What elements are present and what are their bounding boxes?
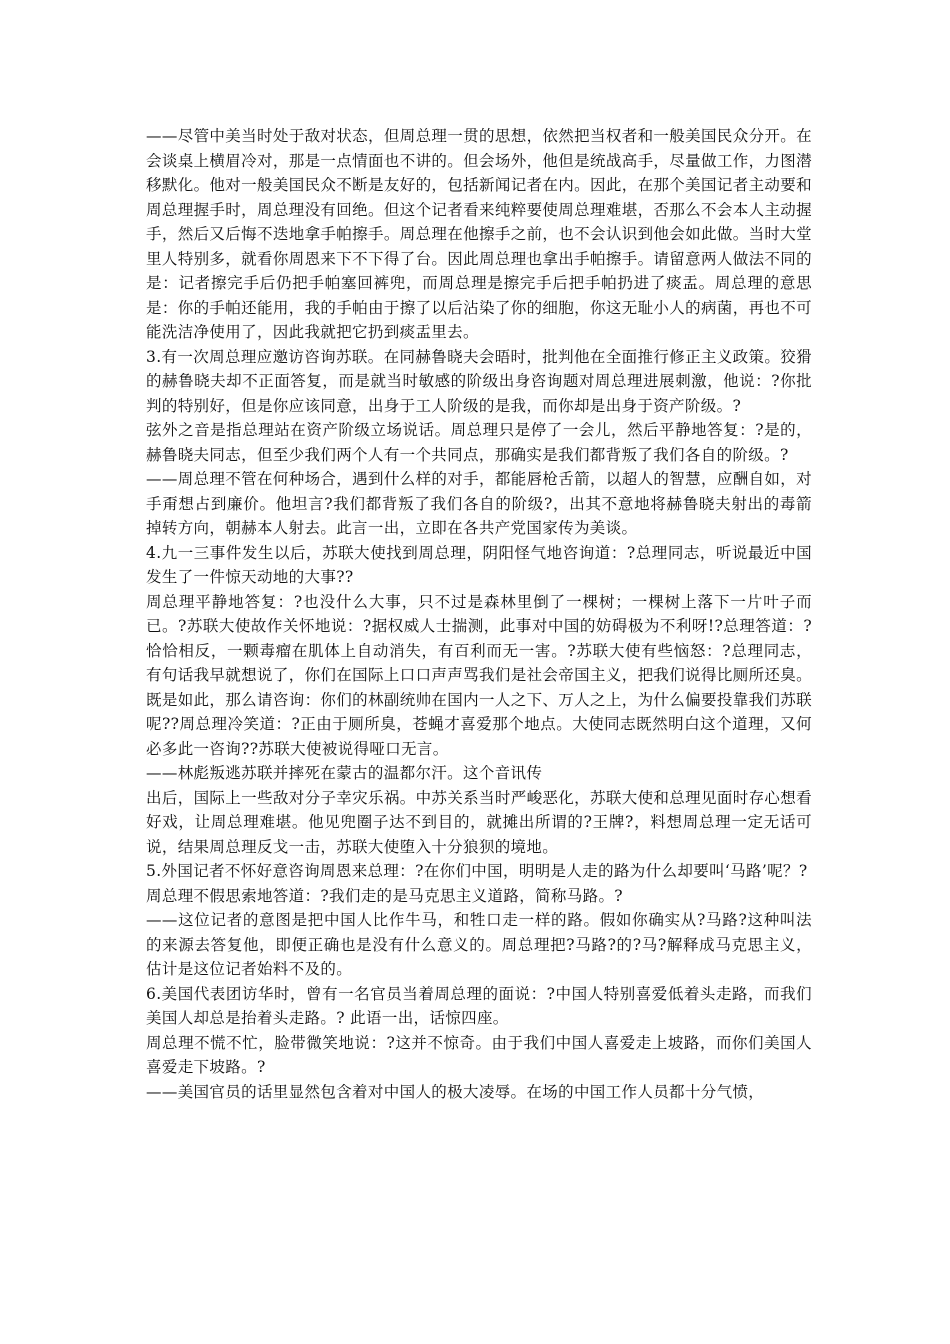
paragraph-11: ——这位记者的意图是把中国人比作牛马，和牲口走一样的路。假如你确实从?马路?这种叫法的来源去答复他，即便正确也是没有什么意义的。周总理把?马路?的?马?解释成马克思主义，估计是这位记者始料不及的。 [146,911,812,978]
paragraph-1: ——尽管中美当时处于敌对状态，但周总理一贯的思想，依然把当权者和一般美国民众分开。在会谈桌上横眉冷对，那是一点情面也不讲的。但会场外，他但是统战高手，尽量做工作，力图潜移默化。他对一般美国民众不断是友好的，包括新闻记者在内。因此，在那个美国记者主动要和周总理握手时，周总理没有回绝。但这个记者看来纯粹要使周总理难堪，否那么不会本人主动握手，然后又后悔不迭地拿手帕擦手。周总理在他擦手之前，也不会认识到他会如此做。当时大堂里人特别多，就看你周恩来下不下得了台。因此周总理也拿出手帕擦手。请留意两人做法不同的是：记者擦完手后仍把手帕塞回裤兜，而周总理是擦完手后把手帕扔进了痰盂。周总理的意思是：你的手帕还能用，我的手帕由于擦了以后沾染了你的细胞，你这无耻小人的病菌，再也不可能洗洁净使用了，因此我就把它扔到痰盂里去。 [146,127,812,341]
paragraph-4: ——周总理不管在何种场合，遇到什么样的对手，都能唇枪舌箭，以超人的智慧，应酬自如，对手甭想占到廉价。他坦言?我们都背叛了我们各自的阶级?，出其不意地将赫鲁晓夫射出的毒箭掉转方向，朝赫本人射去。此言一出，立即在各共产党国家传为美谈。 [146,470,812,537]
paragraph-7: ——林彪叛逃苏联并摔死在蒙古的温都尔汗。这个音讯传 [146,764,543,782]
paragraph-13: 周总理不慌不忙，脸带微笑地说：?这并不惊奇。由于我们中国人喜爱走上坡路，而你们美国人喜爱走下坡路。? [146,1033,812,1076]
paragraph-9: 5.外国记者不怀好意咨询周恩来总理：?在你们中国，明明是人走的路为什么却要叫‘马路’呢？? [146,862,808,880]
paragraph-10: 周总理不假思索地答道：?我们走的是马克思主义道路，简称马路。? [146,886,623,905]
paragraph-8: 出后，国际上一些敌对分子幸灾乐祸。中苏关系当时严峻恶化，苏联大使和总理见面时存心想看好戏，让周总理难堪。他见兜圈子达不到目的，就摊出所谓的?王牌?，料想周总理一定无话可说，结果周总理反戈一击，苏联大使堕入十分狼狈的境地。 [146,788,812,856]
paragraph-6: 周总理平静地答复：?也没什么大事，只不过是森林里倒了一棵树；一棵树上落下一片叶子而已。?苏联大使故作关怀地说：?据权威人士揣测，此事对中国的妨碍极为不利呀!?总理答道：?恰恰相反，一颗毒瘤在肌体上自动消失，有百利而无一害。?苏联大使有些恼怒：?总理同志，有句话我早就想说了，你们在国际上口口声声骂我们是社会帝国主义，把我们说得比厕所还臭。既是如此，那么请咨询：你们的林副统帅在国内一人之下、万人之上，为什么偏要投靠我们苏联呢??周总理冷笑道：?正由于厕所臭，苍蝇才喜爱那个地点。大使同志既然明白这个道理，又何必多此一咨询??苏联大使被说得哑口无言。 [146,592,812,758]
document-body [146,124,812,1104]
paragraph-2: 3.有一次周总理应邀访咨询苏联。在同赫鲁晓夫会晤时，批判他在全面推行修正主义政策。狡猾的赫鲁晓夫却不正面答复，而是就当时敏感的阶级出身咨询题对周总理进展刺激，他说：?你批判的特别好，但是你应该同意，出身于工人阶级的是我，而你却是出身于资产阶级。? [146,347,812,415]
paragraph-14: ——美国官员的话里显然包含着对中国人的极大凌辱。在场的中国工作人员都十分气愤， [146,1082,765,1101]
paragraph-12: 6.美国代表团访华时，曾有一名官员当着周总理的面说：?中国人特别喜爱低着头走路，而我们美国人却总是抬着头走路。? 此语一出，话惊四座。 [146,984,812,1027]
paragraph-5: 4.九一三事件发生以后，苏联大使找到周总理，阴阳怪气地咨询道：?总理同志，听说最近中国发生了一件惊天动地的大事?? [146,543,812,586]
paragraph-3: 弦外之音是指总理站在资产阶级立场说话。周总理只是停了一会儿，然后平静地答复：?是的，赫鲁晓夫同志，但至少我们两个人有一个共同点，那确实是我们都背叛了我们各自的阶级。? [146,421,812,464]
